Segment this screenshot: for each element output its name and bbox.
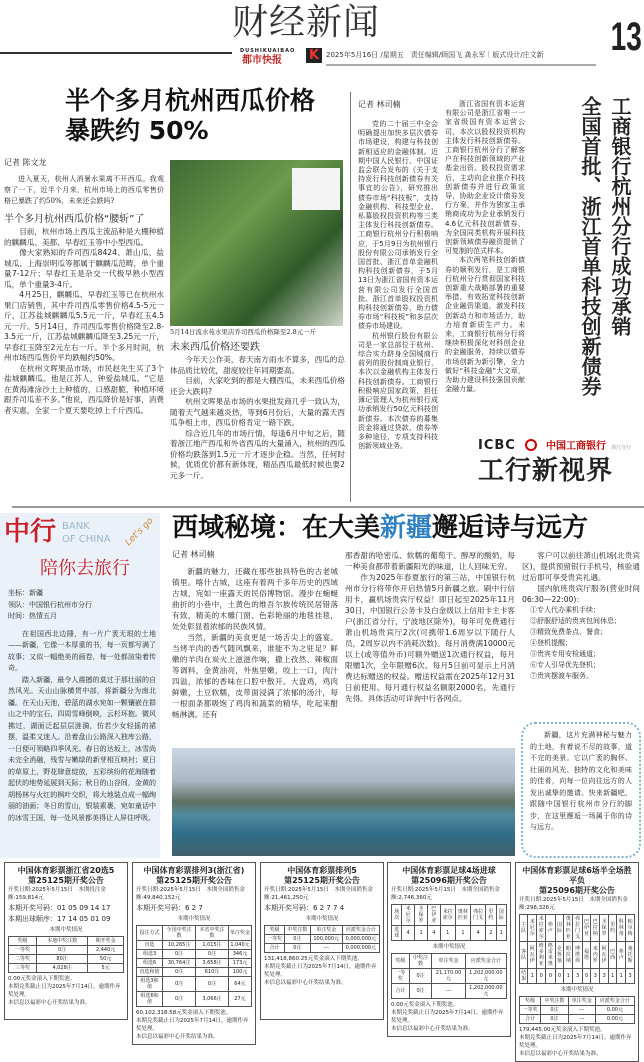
table-cell: 弗卢 [546,915,555,942]
table-cell: 博塔弗 [573,942,582,969]
draw-numbers: 本期出球顺序：17 14 05 01 09 [8,915,111,923]
prize-table [391,953,507,999]
headline-part: 邂逅诗与远方 [432,513,589,543]
goals-table [391,904,507,941]
table-cell: 100元 [228,968,251,977]
panel-title-boc: 中行 [4,517,57,547]
prize-table [136,925,252,1007]
table-cell: 1,040元 [230,942,250,948]
table-cell: 80注 [36,955,87,964]
table-cell: 本省中奖注数 [196,926,229,941]
paragraph: 杭州银行股份有限公司是一家总部位于杭州、综合实力跻身全国城商行前列的股份制商业银行，本次以金融机构主体发行科技创新债券。工商银行积极响应国家政策，担任簿记管理人为杭州银行成功承销发行50亿元科技创新债券。本次债券的募集资金将通过贷款、债券等多种途径，专项支持科技创新领域业务。 [358,331,438,451]
paragraph: 踏入新疆，最令人震撼的莫过于那壮丽的自然风光。天山山脉横贯中部，将新疆分为南北疆。在天山天池，碧蓝的湖水宛如一颗镶嵌在群山之中的宝石，四周雪峰倒映，云杉环抱。微风拂过，湖面泛起层层涟漪，仿若少女轻摇的裙摆，温柔又迷人。沿着盘山公路深入独库公路，一日便可领略四季风光。春日的达坂上，冰雪尚未完全消融，残雪与嫩绿的新芽相互映衬；夏日的草原上，野花肆意绽放，五彩缤纷的花海随着起伏的地势延展到天际；秋日的山谷间，金黄的胡杨林与火红的枫叶交织，将大地装点成一幅绚丽的油画；冬日的雪山，银装素裹，宛如童话中的冰雪王国，每一处风景都美得让人屏住呼吸。 [8,675,156,822]
watermelon-headline [65,86,315,146]
photo-caption: 5月14日流水苑水果店乔司西瓜价格降至2.8元一斤 [170,328,317,336]
lottery-note: 本期兑奖截止日为2025年7月14日，逾期作弃奖处理。 [519,1035,632,1049]
panel-text [8,588,156,824]
table-cell: 0 [537,969,546,984]
meta-leader: 领队：中国银行杭州市分行 [8,600,92,609]
table-cell: 米尼尔 [528,915,537,942]
table-cell: 维多利亚 [537,942,546,969]
column-divider [350,92,351,502]
lottery-issue: 第25125期开奖公告 [284,876,360,885]
table-cell: 组选6 [137,959,163,968]
table-cell: 0注 [541,1006,568,1015]
paragraph: 浙江省国有资本运营有限公司是浙江省唯一一家省级国有资本运营公司，本次以股权投资机构主体发行科技创新债券。工商银行杭州分行了解客户在科技创新领域的产业基金出资、股权投资需求后，主动向企业推介科技创新债券并进行政策宣导，协助企业设计债券发行方案，并作为独家主承销商成功为企业承销发行4.6亿元科技创新债券，为全国同类机构开展科技创新领域债券融资提供了可复制的范式样本。 [445,100,525,256]
table-cell: 合计 [265,944,285,953]
blurb-box [521,722,641,858]
table-cell: 国际 [555,915,564,942]
table-cell: 一等奖 [520,1006,541,1015]
table-cell: 奖级 [392,954,410,969]
lottery-issue: 第25096期开奖公告 [539,886,615,895]
table-cell: 1 [455,926,470,941]
byline: 记者 林司楠 [358,100,401,109]
table-cell: --- [568,1006,595,1015]
xinjiang-column-3 [522,550,640,682]
table-cell: 组选3和值 [137,977,163,992]
lottery-note: 179,445.00元奖金滚入下期奖池。 [519,1027,606,1033]
table-cell: 0注 [285,935,311,944]
headline-highlight: 新疆 [380,513,433,543]
table-cell: 单注奖金 [228,926,251,941]
meta-location: 坐标：新疆 [8,589,43,597]
paragraph: 4月25日，麒麟瓜、早春红玉等已在杭州水果门店销售，其中乔司西瓜零售价格4.5-5元一斤，江苏盐城麒麟瓜5.5元一斤，早春红玉4.5元一斤。5月14日，乔司西瓜零售价格降至2.8-3.5元一斤，江苏盐城麒麟瓜降至3.25元一斤，早春红玉降至2元左右一斤。半个多月时间，杭州市场西瓜售价平均跌幅约50%。 [4,290,164,362]
table-cell: 场次 [392,905,402,926]
watermelon-photo [170,160,343,326]
lottery-notice [4,862,128,1020]
paragraph: 目前，大家吃到的都是大棚西瓜，未来西瓜价格还会大跌吗? [170,376,345,396]
table-cell: 0注 [163,977,196,992]
table-cell: 奥林匹亚 [455,905,470,926]
paper-logo-icon: K [306,48,322,63]
table-cell: 组选3 [137,950,163,959]
lottery-note: 60,102,318.58元奖金滚入下期奖池。 [136,1010,232,1016]
table-cell: --- [568,1015,595,1024]
lottery-info: 开奖日期:2025年5月15日 本期全国销售金额:21,461,250元 [264,887,373,901]
table-cell: 桑托斯 [626,942,635,969]
table-cell: 2,440元 [88,946,124,955]
table-cell: 1 [608,969,616,984]
panel-title-travel: 陪你去旅行 [40,558,130,579]
icbc-logo-block [478,434,642,504]
table-cell: 0 [555,969,564,984]
table-cell: 巴伊亚 [427,905,440,926]
prize-subtitle: 本期中奖情况 [177,916,211,922]
table-cell: --- [310,944,342,953]
paragraph: 像大家熟知的乔司西瓜8424、萧山瓜、盐城瓜、上海崇明瓜等都属于麒麟瓜范畴，单个重量7-12斤；早春红玉是杂交一代极早熟小型西瓜，单个重量3-4斤。 [4,248,164,289]
service-item: ⑦贵宾摆渡车服务。 [530,672,593,680]
table-cell: 阿瓦伊 [600,942,609,969]
byline: 记者 陈文龙 [4,158,47,167]
icbc-logo-sub: 浙江分行 [611,445,632,451]
table-cell: 1,202,000.00元 [465,969,506,984]
table-cell: 3 [600,969,609,984]
table-cell: 帕拉纳 [564,942,573,969]
paragraph: 杭州文晖果品市场的水果批发商几乎一致认为，随着天气越来越炎热，等到6月份后，大量的露天西瓜争相上市，西瓜价格肯定一路下跌。 [170,397,345,427]
section-divider [12,506,644,508]
table-cell: 组选6和值 [137,992,163,1007]
page-number: 13 [610,15,642,59]
service-item: ②舒服舒适的贵宾包间休息； [530,617,621,625]
service-item: ①专人代办乘机手续； [530,606,600,614]
table-cell: 单注奖金 [310,926,342,935]
service-list [522,605,640,682]
service-item: ③精致免费茶点、餐食； [530,628,607,636]
table-cell: 结果 [521,970,527,982]
table-cell: 主队 [520,915,528,942]
draw-numbers: 本期开奖号码：6 2 7 [136,904,203,912]
xinjiang-column-1 [172,550,338,720]
table-cell: 单注奖金 [568,997,595,1006]
table-cell: 3,066注 [196,992,229,1007]
header-rule [0,52,232,54]
dateline: 2025年5月16日 /星期五 责任编辑/顾国飞 龚永军｜版式设计/庄文新 [326,51,544,59]
table-cell: 奖级 [520,997,541,1006]
table-cell: 格雷米奥 [546,942,555,969]
table-cell: 5元 [88,964,124,973]
prize-subtitle: 本期中奖情况 [560,987,594,993]
paragraph: 本次两笔科技创新债券的顺利发行，是工商银行杭州分行贯彻国家科技创新重大战略部署的重要举措，有效拓宽科技创新企业融资渠道，激发科技创新动力和市场活力，助力培育新质生产力。未来，工商银行杭州分行将继续积极深化对科创企业的金融服务，持续以债券市场创新为新引擎，全力做好“科技金融”大文章，为助力建设科技强国贡献金融力量。 [445,256,525,394]
table-cell: 100,000元 [310,935,342,944]
lottery-info: 开奖日期:2025年5月15日 本期全国销售金额:298,326元 [519,897,628,911]
table-cell: 0,000,000元 [342,935,379,944]
panel-en-2: OF CHINA [62,534,111,545]
lottery-note: 0.00元奖金滚入下期奖池。 [391,1002,459,1008]
icbc-column-2 [445,100,525,395]
table-cell: 10,265注 [163,941,196,950]
table-cell: 合计 [392,984,410,999]
table-cell: 0注 [409,984,432,999]
table-cell: 帕尔梅 [626,915,635,942]
table-cell: 0注 [541,1015,568,1024]
table-cell: 巴西 [608,942,616,969]
lottery-notice [132,862,256,1045]
table-cell: 一等奖 [392,969,410,984]
table-cell: 米尼尔 [402,905,415,926]
panel-en-1: BANK [62,521,90,532]
table-cell: 0,000,000元 [342,944,379,953]
table-cell: 0注 [285,944,311,953]
prize-subtitle: 本期中奖情况 [432,944,466,950]
lottery-note: 本信息以福彩中心开奖结果为准。 [391,1026,474,1032]
table-cell: 二等奖 [9,955,37,964]
table-cell: 4 [402,926,415,941]
byline: 记者 林司楠 [172,550,215,559]
lottery-note: 本期兑奖截止日为2025年7月14日，逾期作弃奖处理。 [8,984,121,998]
panel-script: Let's go [123,515,156,549]
table-cell: 0注 [163,968,196,977]
table-cell: 1 [415,926,428,941]
paragraph: 作为2025年春夏旅行的第三站，中国银行杭州市分行将带你开启热情5月新疆之旅。刷中行信用卡，赢机场贵宾厅权益！即日起至2025年11月30日，中国银行公务卡及白金级以上信用卡主卡客户(浙江省分行，宁波地区除外)，每年可免费通行萧山机场贵宾厅2次(可携带1.6周岁以下随行人员，2周岁以内不消耗次数)。每月消费满10000元以上(或等值外币)可额外赠送1次通行权益，每月限赠1次，全年限赠6次。每月5日前可显示上月消费达标赠送的权益。赠送权益需在2025年12月31日前使用。每月通行权益名额限2000名，先通行先得。具体活动可详询中行各网点。 [345,573,515,703]
table-cell: 4,028注 [36,964,87,973]
subheading: 未来西瓜价格还要跌 [170,342,260,353]
matches-table [519,914,635,984]
table-cell: 0 [546,969,555,984]
table-cell: 4 [427,926,440,941]
table-cell: 3 [591,969,600,984]
headline-line-2: 暴跌约 50% [65,116,209,145]
prize-table [519,996,635,1024]
table-cell: 0.00元 [595,1006,634,1015]
table-cell: 直选和值 [137,968,163,977]
table-cell: 1 [528,969,537,984]
table-cell: 1,015注 [196,941,229,950]
table-cell: 应派奖金合计 [595,997,634,1006]
dateline-rule [326,64,596,66]
table-cell: 0注 [163,950,196,959]
icbc-brand: 工行新视界 [478,456,614,486]
table-cell: 4 [471,926,486,941]
table-cell: 弗拉门戈 [573,915,582,942]
xinjiang-column-2 [345,550,515,704]
icbc-column-1 [358,100,438,451]
table-cell: 2 [486,926,496,941]
lottery-notice [515,862,639,1062]
paper-name: 都市快报 [242,55,282,66]
lottery-title: 中国体育彩票足球4场进球 [402,866,496,875]
lottery-note: 本期兑奖截止日为2025年7月14日，逾期作弃奖处理。 [391,1010,504,1024]
table-cell: 中奖注数 [409,954,432,969]
table-cell: 21,170.00元 [432,969,465,984]
paragraph: 党的二十届三中全会明确提出加快多层次债券市场建设，构建与科技创新相适应的金融体制。近期中国人民银行、中国证监会联合发布的《关于支持发行科技创新债券有关事宜的公告》，研究推出债券市场“科技板”，支持金融机构、科技型企业、私募股权投资机构等三类主体发行科技创新债券。工商银行杭州分行积极响应，于5月9日为杭州银行股份有限公司承销发行全国首批、浙江首单金融机构科技创新债券，于5月13日为浙江省国有资本运营有限公司发行全国首批、浙江首单股权投资机构科技创新债券，助力债券市场“科技板”和多层次债券市场建设。 [358,120,438,331]
paragraph: 目前，杭州市场上西瓜主流品种是大棚种植的麒麟瓜、美都、早春红玉等中小型西瓜。 [4,227,164,247]
prize-subtitle: 本期中奖情况 [305,916,339,922]
prize-table [8,936,124,973]
subheading: 半个多月杭州西瓜价格“腰斩”了 [4,214,145,225]
table-cell: 巴拉纳 [591,915,600,942]
table-cell: 圣保罗 [415,905,428,926]
prize-table [264,925,380,953]
lottery-note: 本信息以福彩中心开奖结果为准。 [8,1000,91,1006]
paragraph: 在杭州文晖果品市场，市民赵先生买了3个盐城麒麟瓜。他是江苏人，钟爱盐城瓜。“它是在黄海滩涂沙土上种植的，口感甜脆，种植环境跟乔司瓜差不多。”他说，西瓜降价是好事，消费者实惠，全家一个夏天要吃掉上千斤西瓜。 [4,363,164,415]
table-cell: 应派奖金合计 [342,926,379,935]
table-cell: 合计 [520,1015,541,1024]
lottery-notice [260,862,384,1020]
table-cell: 1 [440,926,455,941]
lottery-title: 中国体育彩票排列3(浙江省) [143,866,245,875]
table-cell: 三等奖 [9,964,37,973]
xinjiang-headline [172,512,588,544]
table-cell: 一等奖 [265,935,285,944]
table-cell: 投注方式 [137,926,163,941]
table-cell: 中奖注数 [285,926,311,935]
table-cell: 1 [496,926,506,941]
watermelon-left-column [4,158,164,416]
icbc-headline-main: 工商银行杭州分行成功承销 [608,96,632,336]
lottery-issue: 第25125期开奖公告 [28,876,104,885]
paragraph: 在祖国西北边陲，有一片广袤无垠的土地——新疆，它像一本厚重的书，每一页都写满了故事；又似一幅绝美的画卷，每一处都渲染着传奇。 [8,629,156,672]
lottery-note: 本信息以福彩中心开奖结果为准。 [519,1051,602,1057]
table-cell: 50元 [88,955,124,964]
table-cell: 中奖注数 [541,997,568,1006]
table-cell: 610注 [196,968,229,977]
table-cell: 全国中奖注数 [163,926,196,941]
table-cell: 直选 [137,941,163,950]
service-item: ⑥专人引导优先登机； [530,661,600,669]
paragraph: 当然，新疆的美食更是一场舌尖上的盛宴。当烤羊肉的香气随风飘来，谁能不为之驻足？鲜嫩的羊肉在炭火上滋滋作响，撒上孜然、辣椒面等调料，金黄油亮，外焦里嫩，咬上一口，肉汁四溢，浓郁的香味在口腔中散开。大盘鸡，鸡肉鲜嫩，土豆软糯，皮带面浸满了浓郁的汤汁，每一根面条都吸饱了鸡肉和蔬菜的精华，吃起来酣畅淋漓。还有 [172,633,338,719]
table-cell: 米拉索尔 [440,905,455,926]
table-cell: 奖级 [9,937,37,946]
lottery-note: 本期兑奖截止日为2025年7月14日，逾期作弃奖处理。 [136,1018,249,1032]
table-cell: 64元 [228,977,251,992]
icbc-logo-cn: 中国工商银行 [546,441,607,452]
table-cell: 0.00元 [595,1015,634,1024]
table-cell: 0注 [36,946,87,955]
lottery-title: 中国体育彩票排列5 [287,866,357,875]
paragraph: 今年天公作美，春天南方雨水不算多，西瓜的总体品质比较优，甜度较往年同期要高。 [170,355,345,375]
table-cell: 科林蒂 [617,915,626,942]
table-cell: 里约 [486,905,496,926]
paragraph: 那香甜的哈密瓜、软糯的葡萄干、醇厚的酸奶，每一种美食都带着新疆阳光的味道，让人回味无穷。 [345,551,515,571]
table-cell: 圣保罗 [600,915,609,942]
draw-numbers: 本期开奖号码：01 05 09 14 17 [8,904,111,912]
table-cell: 0注 [196,950,229,959]
table-cell: 0注 [409,969,432,984]
lottery-note: 131,418,860.25元奖金滚入下期奖池。 [264,956,363,962]
meta-time: 时间：热情五月 [8,612,57,620]
paragraph: 国内航班贵宾厅服务(营业时间06:30—22:00)： [522,584,640,604]
table-cell: 1 [564,969,573,984]
icbc-emblem-icon [525,439,537,451]
lottery-info: 开奖日期:2025年5月15日 本期全国销售金额:2,746,360元 [391,887,500,901]
table-cell: 福塔 [582,942,591,969]
table-cell: 1,202,000.00元 [465,984,506,999]
paragraph: 新疆的魅力，还藏在那些独具特色的古老城镇里。喀什古城，这座有着两千多年历史的西域古城，宛如一座露天的民俗博物馆。漫步在蜿蜒曲折的小巷中，土黄色的维吾尔族传统民居错落有致，精美的木雕门窗、色彩艳丽的地毯挂毯，处处彰显着浓郁的民族风情。 [172,567,338,631]
table-cell: 单注奖金 [432,954,465,969]
table-cell: 阿瓦伊 [528,942,537,969]
price-sign [292,168,340,210]
table-cell: 3 [626,969,635,984]
icbc-logo-en: ICBC [478,438,516,453]
table-cell: 弗拉门戈 [471,905,486,926]
table-cell: 进球 [392,926,402,941]
table-cell: 客队 [520,942,528,969]
headline-line-1: 半个多月杭州西瓜价格 [65,86,316,115]
table-cell: 173元 [228,959,251,968]
table-cell: 1 [617,969,626,984]
headline-part: 西域秘境：在大美 [172,513,381,543]
table-cell: 0 [582,969,591,984]
table-cell: 弗卢 [617,942,626,969]
service-item: ⑤贵宾专用安检通道； [530,650,600,658]
table-cell: 里约 [608,915,616,942]
panel-en [62,520,111,546]
lottery-issue: 第25125期开奖公告 [156,876,232,885]
lottery-info: 开奖日期:2025年5月15日 本期投注金额:159,814元 [8,887,106,901]
table-cell: 克鲁塞 [555,942,564,969]
table-cell: 30,764注 [163,959,196,968]
service-item: ④登机提醒； [530,639,572,647]
icbc-headline-sub: 全国首批、浙江首单科技创新债券 [578,96,602,396]
lottery-note: 0.00元奖金滚入下期奖池。 [8,976,76,982]
table-cell: 巴伊亚 [582,915,591,942]
paper-pinyin: DUSHIKUAIBAO [240,48,296,54]
table-cell: 国际 [496,905,506,926]
lottery-note: 本信息以福彩中心开奖结果为准。 [264,980,347,986]
paragraph: 综合近几年的市场行情，每逢6月中旬之后，随着浙江地产西瓜和外省西瓜的大量涌入，杭州的西瓜价格均跌落到1.5元一斤才逐步企稳。当然，任何时候，优质优价都有新体现，精品西瓜最低时候也要2元多一斤。 [170,428,345,480]
lottery-note: 本信息以福彩中心开奖结果为准。 [136,1034,219,1040]
blurb-text: 新疆，这片充满神秘与魅力的土地，有着说不尽的故事，道不完的美景。它以广袤的胸怀、壮丽的风光、独特的文化和美味的佳肴，向每一位向往远方的人发出诚挚的邀请。快来新疆吧，跟随中国银行杭州市分行的脚步，在这里邂逅一场属于你的诗与远方。 [530,731,632,831]
table-cell: 米拉索尔 [537,915,546,942]
prize-subtitle: 本期中奖情况 [49,927,83,933]
table-cell: 期开奖金 [88,937,124,946]
table-cell: 346元 [228,950,251,959]
paragraph: 客户可以前往萧山机场(北贵宾区)，提供预留银行手机号，核验通过后即可享受贵宾礼遇。 [522,551,640,582]
table-cell: 一等奖 [9,946,37,955]
lottery-issue: 第25096期开奖公告 [411,876,487,885]
table-cell: 0注 [196,977,229,992]
lottery-notice [387,862,511,1037]
table-cell: --- [432,984,465,999]
table-cell: 奖级 [265,926,285,935]
lottery-note: 本期兑奖截止日为2025年7月14日，逾期作弃奖处理。 [264,964,377,978]
lottery-title: 中国体育彩票浙江省20选5 [17,866,115,875]
table-cell: 27元 [228,992,251,1007]
lake-landscape-photo [172,748,515,856]
table-cell: 3,658注 [196,959,229,968]
watermelon-right-column [170,337,345,481]
table-cell: 应派奖金合计 [465,954,506,969]
table-cell: 本地中奖注数 [36,937,87,946]
section-title: 财经新闻 [232,2,381,43]
lead-paragraph: 进入夏天，杭州人消暑水果离不开西瓜。我观察了一下，近半个月来，杭州市场上的西瓜零售价格已暴跌了约50%，未来还会跌吗? [4,175,164,205]
table-cell: 米内罗 [591,942,600,969]
table-cell: 0注 [163,992,196,1007]
lottery-info: 开奖日期:2025年5月15日 本期全国销售金额:49,840,152元 [136,887,245,901]
lottery-title: 中国体育彩票足球6场半全场胜平负 [522,866,632,885]
table-cell: 奥林匹亚 [564,915,573,942]
draw-numbers: 本期开奖号码：6 2 7 7 4 [264,904,345,912]
table-cell: 3 [573,969,582,984]
